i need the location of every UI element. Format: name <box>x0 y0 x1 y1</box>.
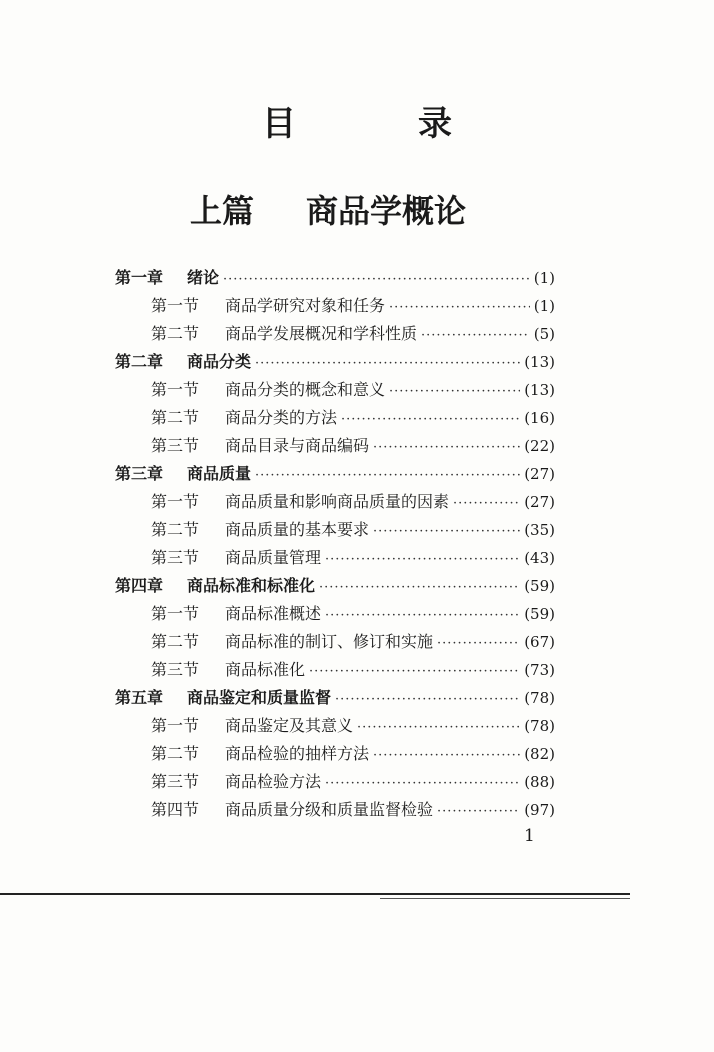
page-title: 目 录 <box>262 104 496 144</box>
toc-entry-title: 商品质量和影响商品质量的因素 <box>225 492 450 511</box>
toc-entry-number: 第二节 <box>151 520 200 539</box>
toc-entry-page: (1) <box>533 269 555 287</box>
toc-dot-leader <box>255 462 520 490</box>
toc-entry-number: 第二节 <box>151 744 200 763</box>
toc-entry-page: (13) <box>524 353 555 371</box>
toc-entry-page: (35) <box>524 521 555 539</box>
toc-entry-page: (5) <box>533 325 555 343</box>
toc-dot-leader <box>437 798 520 826</box>
toc-entry-title: 绪论 <box>187 268 220 287</box>
toc-entry-title: 商品质量的基本要求 <box>225 520 370 539</box>
toc-entry-number: 第四节 <box>151 800 200 819</box>
toc-section-row <box>115 628 555 656</box>
toc-entry-page: (73) <box>524 661 555 679</box>
toc-section-row <box>115 740 555 768</box>
toc-entry-page: (78) <box>524 717 555 735</box>
toc-section-row <box>115 404 555 432</box>
toc-entry-page: (13) <box>524 381 555 399</box>
toc-dot-leader <box>373 518 520 546</box>
toc-entry-number: 第一节 <box>151 604 200 623</box>
toc-entry-title: 商品质量分级和质量监督检验 <box>225 800 434 819</box>
toc-entry-title: 商品目录与商品编码 <box>225 436 370 455</box>
toc-entry-page: (22) <box>524 437 555 455</box>
toc-entry-title: 商品标准的制订、修订和实施 <box>225 632 434 651</box>
toc-entry-title: 商品鉴定及其意义 <box>225 716 354 735</box>
toc-entry-page: (78) <box>524 689 555 707</box>
toc-dot-leader <box>421 322 530 350</box>
toc-entry-page: (88) <box>524 773 555 791</box>
toc-chapter-row <box>115 348 555 376</box>
toc-entry-number: 第四章 <box>115 576 164 595</box>
toc-entry-page: (27) <box>524 465 555 483</box>
toc-section-row <box>115 712 555 740</box>
toc-chapter-row <box>115 460 555 488</box>
toc-entry-number: 第一节 <box>151 296 200 315</box>
toc-entry-number: 第三节 <box>151 548 200 567</box>
toc-dot-leader <box>325 770 520 798</box>
page-edge-line-secondary <box>380 898 630 899</box>
part-heading <box>190 186 466 232</box>
toc-entry-title: 商品检验的抽样方法 <box>225 744 370 763</box>
table-of-contents <box>115 264 555 824</box>
toc-section-row <box>115 432 555 460</box>
toc-entry-page: (43) <box>524 549 555 567</box>
toc-entry-number: 第二节 <box>151 408 200 427</box>
toc-entry-page: (1) <box>533 297 555 315</box>
toc-section-row <box>115 768 555 796</box>
toc-entry-title: 商品分类 <box>187 352 252 371</box>
page-edge-line <box>0 893 630 895</box>
toc-entry-page: (67) <box>524 633 555 651</box>
toc-dot-leader <box>373 742 520 770</box>
toc-section-row <box>115 376 555 404</box>
toc-dot-leader <box>389 378 520 406</box>
toc-entry-title: 商品分类的概念和意义 <box>225 380 386 399</box>
toc-section-row <box>115 488 555 516</box>
toc-entry-number: 第二章 <box>115 352 164 371</box>
toc-entry-number: 第三章 <box>115 464 164 483</box>
toc-dot-leader <box>325 546 520 574</box>
toc-entry-title: 商品标准和标准化 <box>187 576 316 595</box>
toc-entry-title: 商品标准化 <box>225 660 306 679</box>
toc-entry-page: (59) <box>524 605 555 623</box>
toc-dot-leader <box>309 658 520 686</box>
page-number: 1 <box>524 826 535 846</box>
toc-chapter-row <box>115 684 555 712</box>
toc-entry-number: 第一节 <box>151 492 200 511</box>
toc-entry-number: 第一节 <box>151 380 200 399</box>
toc-entry-number: 第一节 <box>151 716 200 735</box>
toc-entry-title: 商品学发展概况和学科性质 <box>225 324 418 343</box>
toc-entry-number: 第三节 <box>151 772 200 791</box>
toc-section-row <box>115 516 555 544</box>
toc-entry-page: (97) <box>524 801 555 819</box>
toc-entry-title: 商品鉴定和质量监督 <box>187 688 332 707</box>
toc-entry-title: 商品质量 <box>187 464 252 483</box>
part-name: 商品学概论 <box>306 192 467 230</box>
toc-section-row <box>115 796 555 824</box>
toc-entry-number: 第二节 <box>151 324 200 343</box>
toc-section-row <box>115 656 555 684</box>
toc-dot-leader <box>341 406 520 434</box>
toc-section-row <box>115 544 555 572</box>
toc-dot-leader <box>437 630 520 658</box>
toc-entry-page: (16) <box>524 409 555 427</box>
toc-dot-leader <box>357 714 520 742</box>
toc-entry-number: 第三节 <box>151 660 200 679</box>
toc-dot-leader <box>453 490 520 518</box>
toc-dot-leader <box>389 294 530 322</box>
part-label: 上篇 <box>190 192 255 230</box>
toc-chapter-row <box>115 264 555 292</box>
toc-entry-page: (59) <box>524 577 555 595</box>
toc-entry-page: (27) <box>524 493 555 511</box>
toc-section-row <box>115 600 555 628</box>
toc-entry-number: 第二节 <box>151 632 200 651</box>
toc-chapter-row <box>115 572 555 600</box>
toc-entry-title: 商品质量管理 <box>225 548 322 567</box>
toc-dot-leader <box>255 350 520 378</box>
toc-dot-leader <box>373 434 520 462</box>
toc-entry-number: 第五章 <box>115 688 164 707</box>
toc-entry-title: 商品学研究对象和任务 <box>225 296 386 315</box>
toc-dot-leader <box>325 602 520 630</box>
toc-entry-title: 商品标准概述 <box>225 604 322 623</box>
toc-entry-number: 第一章 <box>115 268 164 287</box>
toc-section-row <box>115 292 555 320</box>
toc-entry-title: 商品分类的方法 <box>225 408 338 427</box>
toc-entry-page: (82) <box>524 745 555 763</box>
toc-entry-number: 第三节 <box>151 436 200 455</box>
toc-dot-leader <box>319 574 520 602</box>
toc-entry-title: 商品检验方法 <box>225 772 322 791</box>
toc-section-row <box>115 320 555 348</box>
toc-dot-leader <box>335 686 520 714</box>
toc-dot-leader <box>223 266 530 294</box>
